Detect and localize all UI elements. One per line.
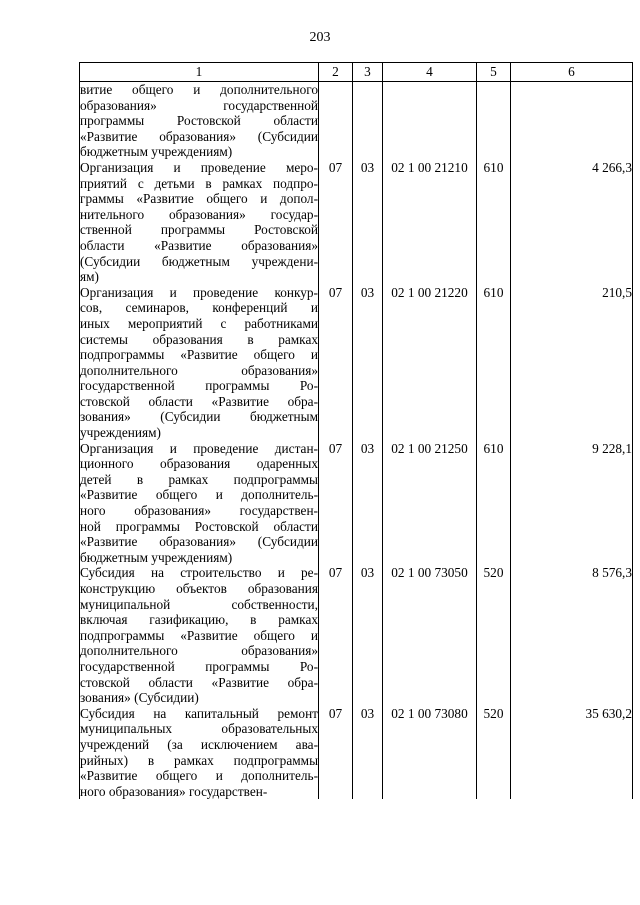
table-row <box>80 706 633 800</box>
description-line: стовской области «Развитие обра- <box>80 393 318 409</box>
subsection-code <box>353 82 383 160</box>
description-line: стовской области «Развитие обра- <box>80 674 318 690</box>
description-line: зования» (Субсидии) <box>80 690 199 706</box>
description-line: детей в рамках подпрограммы <box>80 471 318 487</box>
description-line: ного образования» государствен- <box>80 503 318 519</box>
target-article-code: 02 1 00 73050 <box>383 565 477 705</box>
section-code: 07 <box>319 441 353 566</box>
amount: 210,5 <box>511 285 633 441</box>
expense-type-code: 520 <box>477 706 511 800</box>
description-line: ционного образования одаренных <box>80 456 318 472</box>
expense-type-code: 610 <box>477 285 511 441</box>
section-code: 07 <box>319 160 353 285</box>
description-line: зования» (Субсидии бюджетным <box>80 409 318 425</box>
budget-table <box>79 62 633 799</box>
header-col-5: 5 <box>477 63 511 82</box>
row-description <box>80 82 319 160</box>
description-line: дополнительного образования» <box>80 643 318 659</box>
description-line: бюджетным учреждениям) <box>80 549 233 565</box>
description-line: бюджетным учреждениям) <box>80 144 233 160</box>
header-col-3: 3 <box>353 63 383 82</box>
target-article-code: 02 1 00 21250 <box>383 441 477 566</box>
target-article-code <box>383 82 477 160</box>
description-line: конструкцию объектов образования <box>80 581 318 596</box>
description-line: включая газификацию, в рамках <box>80 612 318 628</box>
section-code: 07 <box>319 706 353 800</box>
subsection-code: 03 <box>353 441 383 566</box>
amount: 35 630,2 <box>511 706 633 800</box>
description-line: сов, семинаров, конференций и <box>80 300 318 316</box>
header-col-1: 1 <box>80 63 319 82</box>
description-line: Субсидия на капитальный ремонт <box>80 705 318 721</box>
description-line: образования» государственной <box>80 97 318 113</box>
row-description <box>80 285 319 441</box>
description-line: рийных) в рамках подпрограммы <box>80 752 318 768</box>
page-number: 203 <box>309 30 331 45</box>
table-row <box>80 285 633 441</box>
description-line: «Развитие образования» (Субсидии <box>80 534 318 550</box>
description-line: (Субсидии бюджетным учреждени- <box>80 253 318 269</box>
description-line: Организация и проведение меро- <box>80 159 318 175</box>
description-line: Субсидия на строительство и ре- <box>80 565 318 581</box>
row-description <box>80 441 319 566</box>
description-line: подпрограммы «Развитие общего и <box>80 347 318 363</box>
section-code <box>319 82 353 160</box>
description-line: учреждениям) <box>80 425 161 441</box>
amount <box>511 82 633 160</box>
description-line: государственной программы Ро- <box>80 378 318 394</box>
description-line: граммы «Развитие общего и допол- <box>80 191 318 207</box>
amount: 4 266,3 <box>511 160 633 285</box>
description-line: ной программы Ростовской области <box>80 518 318 534</box>
target-article-code: 02 1 00 21220 <box>383 285 477 441</box>
table-row <box>80 82 633 160</box>
target-article-code: 02 1 00 73080 <box>383 706 477 800</box>
section-code: 07 <box>319 565 353 705</box>
section-code: 07 <box>319 285 353 441</box>
description-line: учреждений (за исключением ава- <box>80 736 318 752</box>
description-line: муниципальных образовательных <box>80 721 318 737</box>
description-line: «Развитие общего и дополнитель- <box>80 487 318 503</box>
subsection-code: 03 <box>353 565 383 705</box>
amount: 9 228,1 <box>511 441 633 566</box>
description-line: «Развитие общего и дополнитель- <box>80 768 318 784</box>
row-description <box>80 706 319 800</box>
row-description <box>80 160 319 285</box>
description-line: нительного образования» государ- <box>80 206 318 222</box>
description-line: дополнительного образования» <box>80 362 318 378</box>
description-line: ям) <box>80 269 99 285</box>
table-row <box>80 441 633 566</box>
target-article-code: 02 1 00 21210 <box>383 160 477 285</box>
description-line: ственной программы Ростовской <box>80 222 318 238</box>
header-col-6: 6 <box>511 63 633 82</box>
description-line: приятий с детьми в рамках подпро- <box>80 175 318 191</box>
subsection-code: 03 <box>353 160 383 285</box>
subsection-code: 03 <box>353 706 383 800</box>
table-header-row <box>80 63 633 82</box>
row-description <box>80 565 319 705</box>
description-line: государственной программы Ро- <box>80 658 318 674</box>
expense-type-code: 610 <box>477 160 511 285</box>
description-line: ного образования» государствен- <box>80 783 268 799</box>
description-line: муниципальной собственности, <box>80 596 318 612</box>
description-line: «Развитие образования» (Субсидии <box>80 128 318 144</box>
description-line: области «Развитие образования» <box>80 237 318 253</box>
description-line: программы Ростовской области <box>80 113 318 129</box>
table-body <box>80 82 633 800</box>
amount: 8 576,3 <box>511 565 633 705</box>
table-row <box>80 565 633 705</box>
table-row <box>80 160 633 285</box>
description-line: системы образования в рамках <box>80 331 318 347</box>
description-line: Организация и проведение дистан- <box>80 440 318 456</box>
header-col-4: 4 <box>383 63 477 82</box>
description-line: Организация и проведение конкур- <box>80 284 318 300</box>
description-line: витие общего и дополнительного <box>80 82 318 97</box>
expense-type-code: 610 <box>477 441 511 566</box>
expense-type-code <box>477 82 511 160</box>
expense-type-code: 520 <box>477 565 511 705</box>
description-line: иных мероприятий с работниками <box>80 315 318 331</box>
subsection-code: 03 <box>353 285 383 441</box>
header-col-2: 2 <box>319 63 353 82</box>
description-line: подпрограммы «Развитие общего и <box>80 627 318 643</box>
